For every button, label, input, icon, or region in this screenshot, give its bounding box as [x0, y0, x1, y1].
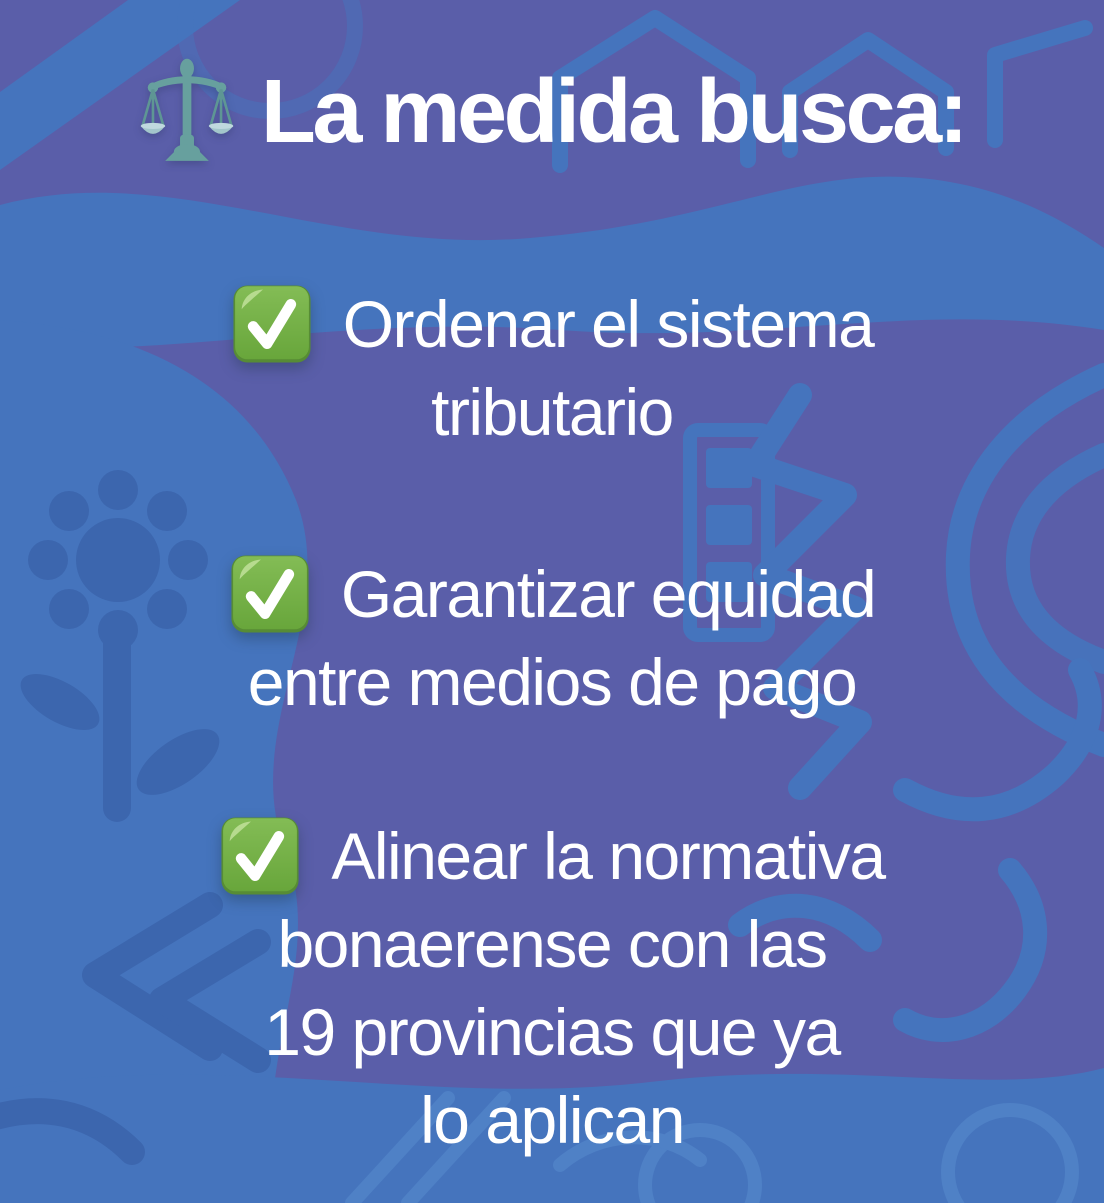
- item-2-line-1: [229, 550, 875, 638]
- item-text: Ordenar el sistema: [342, 287, 874, 361]
- item-3-line-1: [219, 812, 884, 900]
- item-3-line-2: bonaerense con las: [277, 907, 827, 981]
- item-text: Garantizar equidad: [340, 557, 876, 631]
- item-2-line-2: entre medios de pago: [247, 645, 857, 719]
- check-icon: [229, 553, 311, 635]
- page-title: La medida busca:: [260, 62, 966, 162]
- item-1-line-2: tributario: [431, 375, 673, 449]
- check-icon: [219, 815, 301, 897]
- balance-scale-icon: [139, 56, 235, 168]
- check-icon: [231, 283, 313, 365]
- item-1-line-1: [231, 280, 874, 368]
- header: [139, 56, 965, 168]
- item-3-line-4: lo aplican: [420, 1083, 684, 1157]
- checklist-item-3: [219, 812, 884, 1164]
- checklist-item-2: [229, 550, 875, 726]
- checklist-item-1: [231, 280, 874, 456]
- item-3-line-3: 19 provincias que ya: [264, 995, 840, 1069]
- item-text: Alinear la normativa: [331, 819, 885, 893]
